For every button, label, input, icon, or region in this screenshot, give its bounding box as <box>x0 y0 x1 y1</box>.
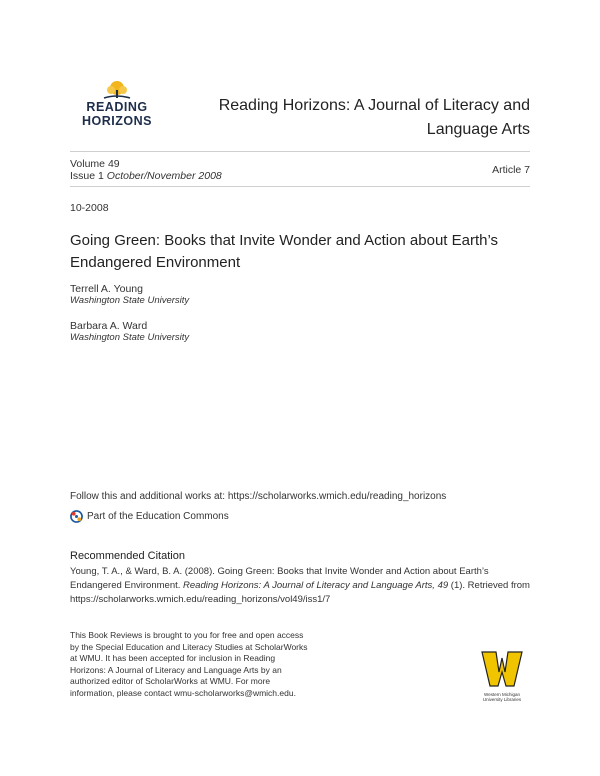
divider <box>70 151 530 152</box>
commons-text[interactable]: Part of the Education Commons <box>87 511 229 522</box>
article-number: Article 7 <box>492 164 530 176</box>
logo-line2: HORIZONS <box>82 114 152 128</box>
author-name[interactable]: Terrell A. Young <box>70 283 143 295</box>
wmu-line1: Western Michigan <box>484 692 520 697</box>
author-name[interactable]: Barbara A. Ward <box>70 320 148 332</box>
wmu-line2: University Libraries <box>482 697 522 702</box>
article-title[interactable] <box>70 230 530 274</box>
commons-network-icon <box>70 510 83 523</box>
follow-text: Follow this and additional works at: <box>70 491 228 502</box>
wmu-logo-icon <box>470 650 534 690</box>
citation-heading: Recommended Citation <box>70 550 185 562</box>
journal-title-line2[interactable]: Language Arts <box>426 121 530 138</box>
author-affiliation: Washington State University <box>70 295 190 306</box>
divider <box>70 186 530 187</box>
tree-book-logo-icon <box>72 80 162 100</box>
issue-info <box>70 158 222 182</box>
follow-line <box>70 491 446 502</box>
access-note: This Book Reviews is brought to you for free and open access by the Special Education and Literacy Studies at ScholarWorks at WMU. It has been accepted for inclusion in Reading Horizons: A Journal of Literacy and Language Arts by an authorized editor of ScholarWorks at WMU. For more information, please contact wmu-scholarworks@wmich.edu. <box>70 630 308 698</box>
issue-link[interactable]: Issue 1 <box>70 170 104 182</box>
volume-link[interactable]: Volume 49 <box>70 158 120 170</box>
journal-title[interactable] <box>200 94 530 142</box>
author-block <box>70 320 189 343</box>
citation-body <box>70 565 532 607</box>
article-title-line1[interactable]: Going Green: Books that Invite Wonder and Action about Earth’s <box>70 232 499 249</box>
author-affiliation: Washington State University <box>70 332 190 343</box>
author-block <box>70 283 189 306</box>
commons-link[interactable] <box>70 510 229 523</box>
wmu-logo <box>470 650 534 706</box>
citation-text-end: (1). Retrieved from https://scholarworks.wmich.edu/reading_horizons/vol49/iss1/7 <box>70 580 530 605</box>
issue-date: October/November 2008 <box>106 170 222 182</box>
publication-date: 10-2008 <box>70 202 109 214</box>
reading-horizons-logo <box>72 80 162 132</box>
citation-journal: Reading Horizons: A Journal of Literacy and Language Arts, 49 <box>183 580 449 591</box>
logo-line1: READING <box>86 100 148 114</box>
citation-text: Young, T. A., & Ward, B. A. (2008). Going Green: Books that Invite Wonder and Action about Earth’s Endangered Environment. <box>70 566 489 591</box>
journal-title-line1[interactable]: Reading Horizons: A Journal of Literacy and <box>218 97 530 114</box>
follow-link[interactable]: https://scholarworks.wmich.edu/reading_horizons <box>227 491 447 502</box>
article-title-line2[interactable]: Endangered Environment <box>70 254 241 271</box>
